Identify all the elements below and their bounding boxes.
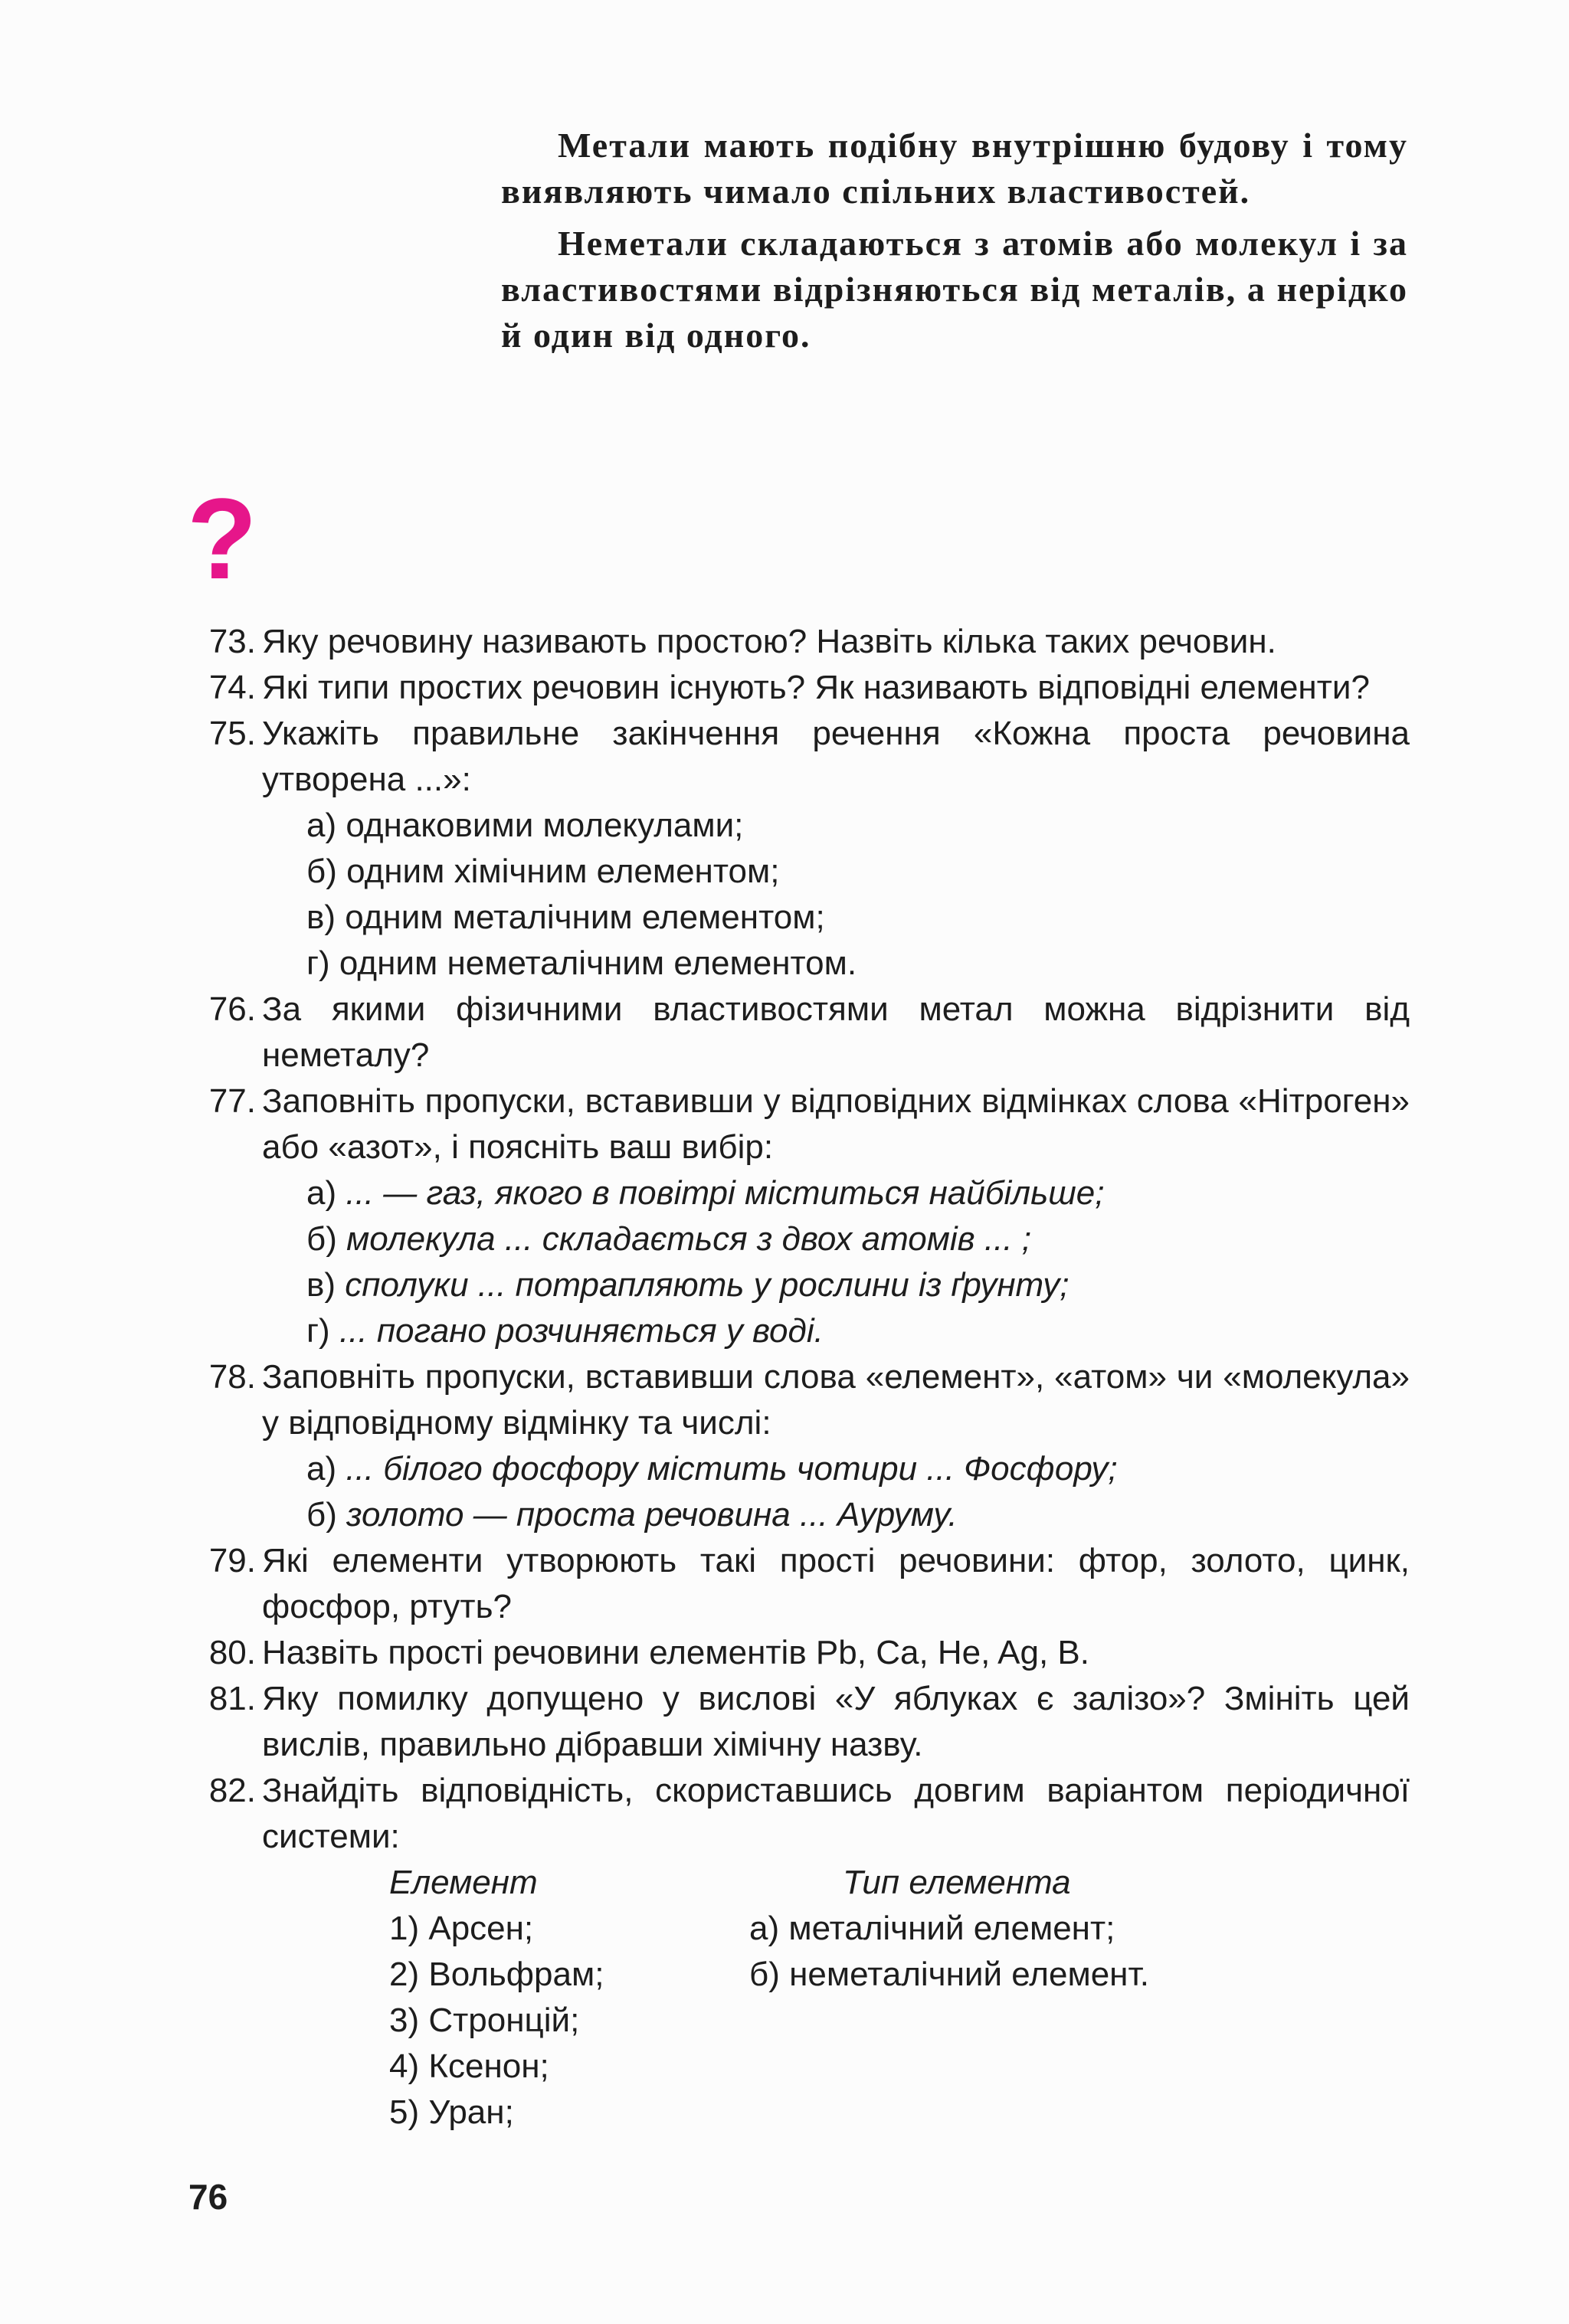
option-c: в) сполуки ... потрапляють у рослини із ґрунту; [306,1266,1069,1304]
page-number: 76 [188,2177,228,2217]
question-82 [188,1768,1410,1860]
question-text: Які типи простих речовин існують? Як називають відповідні елементи? [262,669,1370,706]
question-number: 81. [208,1680,256,1717]
matching-row: 2) Вольфрам; б) неметалічний елемент. [389,1956,1149,1993]
question-number: 79. [208,1542,256,1579]
summary-nonmetals: Неметали складаються з атомів або молекул і за властивостями відрізняються від металів, а нерідко й один від одного. [501,224,1408,355]
question-text: Яку речовину називають простою? Назвіть кілька таких речовин. [262,623,1276,660]
question-80 [188,1630,1410,1676]
matching-row: 5) Уран; [389,2093,514,2131]
summary-metals: Метали мають подібну внутрішню будову і тому виявляють чимало спільних властивостей. [501,126,1408,211]
question-text: Знайдіть відповідність, скориставшись довгим варіантом періодичної системи: [262,1772,1410,1855]
column-header-element: Елемент [389,1864,538,1901]
option-d: г) ... погано розчиняється у воді. [306,1312,824,1350]
question-text: Яку помилку допущено у вислові «У яблуках є залізо»? Змініть цей вислів, правильно дібравши хімічну назву. [262,1680,1410,1763]
option-c: в) одним металічним елементом; [306,899,825,936]
question-74 [188,665,1410,711]
option-a: а) ... білого фосфору містить чотири ... Фосфору; [306,1450,1118,1488]
question-81 [188,1676,1410,1768]
question-number: 78. [208,1358,256,1396]
question-79 [188,1538,1410,1630]
matching-row: 1) Арсен; а) металічний елемент; [389,1910,1115,1947]
question-mark-icon: ? [187,474,257,603]
option-a: а) однаковими молекулами; [306,807,744,844]
question-75 [188,711,1410,987]
question-number: 82. [208,1772,256,1809]
question-text: Заповніть пропуски, вставивши у відповідних відмінках слова «Нітроген» або «азот», і поясніть ваш вибір: [262,1082,1410,1166]
column-header-type: Тип елемента [843,1864,1071,1901]
question-77 [188,1079,1410,1354]
question-text: Заповніть пропуски, вставивши слова «елемент», «атом» чи «молекула» у відповідному відмінку та числі: [262,1358,1410,1442]
question-text: Які елементи утворюють такі прості речовини: фтор, золото, цинк, фосфор, ртуть? [262,1542,1410,1625]
matching-header [188,1860,1410,1906]
question-78 [188,1354,1410,1538]
question-76 [188,987,1410,1079]
chapter-summary [501,123,1408,365]
questions-list [188,619,1410,2136]
option-d: г) одним неметалічним елементом. [306,944,857,982]
option-b: б) золото — проста речовина ... Ауруму. [306,1496,958,1534]
question-number: 77. [208,1082,256,1120]
question-text: За якими фізичними властивостями метал можна відрізнити від неметалу? [262,990,1410,1074]
matching-table [188,1860,1410,2136]
option-b: б) одним хімічним елементом; [306,853,780,890]
question-number: 74. [208,669,256,706]
option-a: а) ... — газ, якого в повітрі міститься найбільше; [306,1174,1105,1212]
question-number: 73. [208,623,256,660]
question-text: Назвіть прості речовини елементів Pb, Ca, He, Ag, B. [262,1634,1089,1671]
option-b: б) молекула ... складається з двох атомів ... ; [306,1220,1031,1258]
matching-row: 4) Ксенон; [389,2047,549,2085]
question-73 [188,619,1410,665]
question-text: Укажіть правильне закінчення речення «Кожна проста речовина утворена ...»: [262,715,1410,798]
question-number: 80. [208,1634,256,1671]
question-number: 75. [208,715,256,752]
question-number: 76. [208,990,256,1028]
matching-row: 3) Стронцій; [389,2002,580,2039]
